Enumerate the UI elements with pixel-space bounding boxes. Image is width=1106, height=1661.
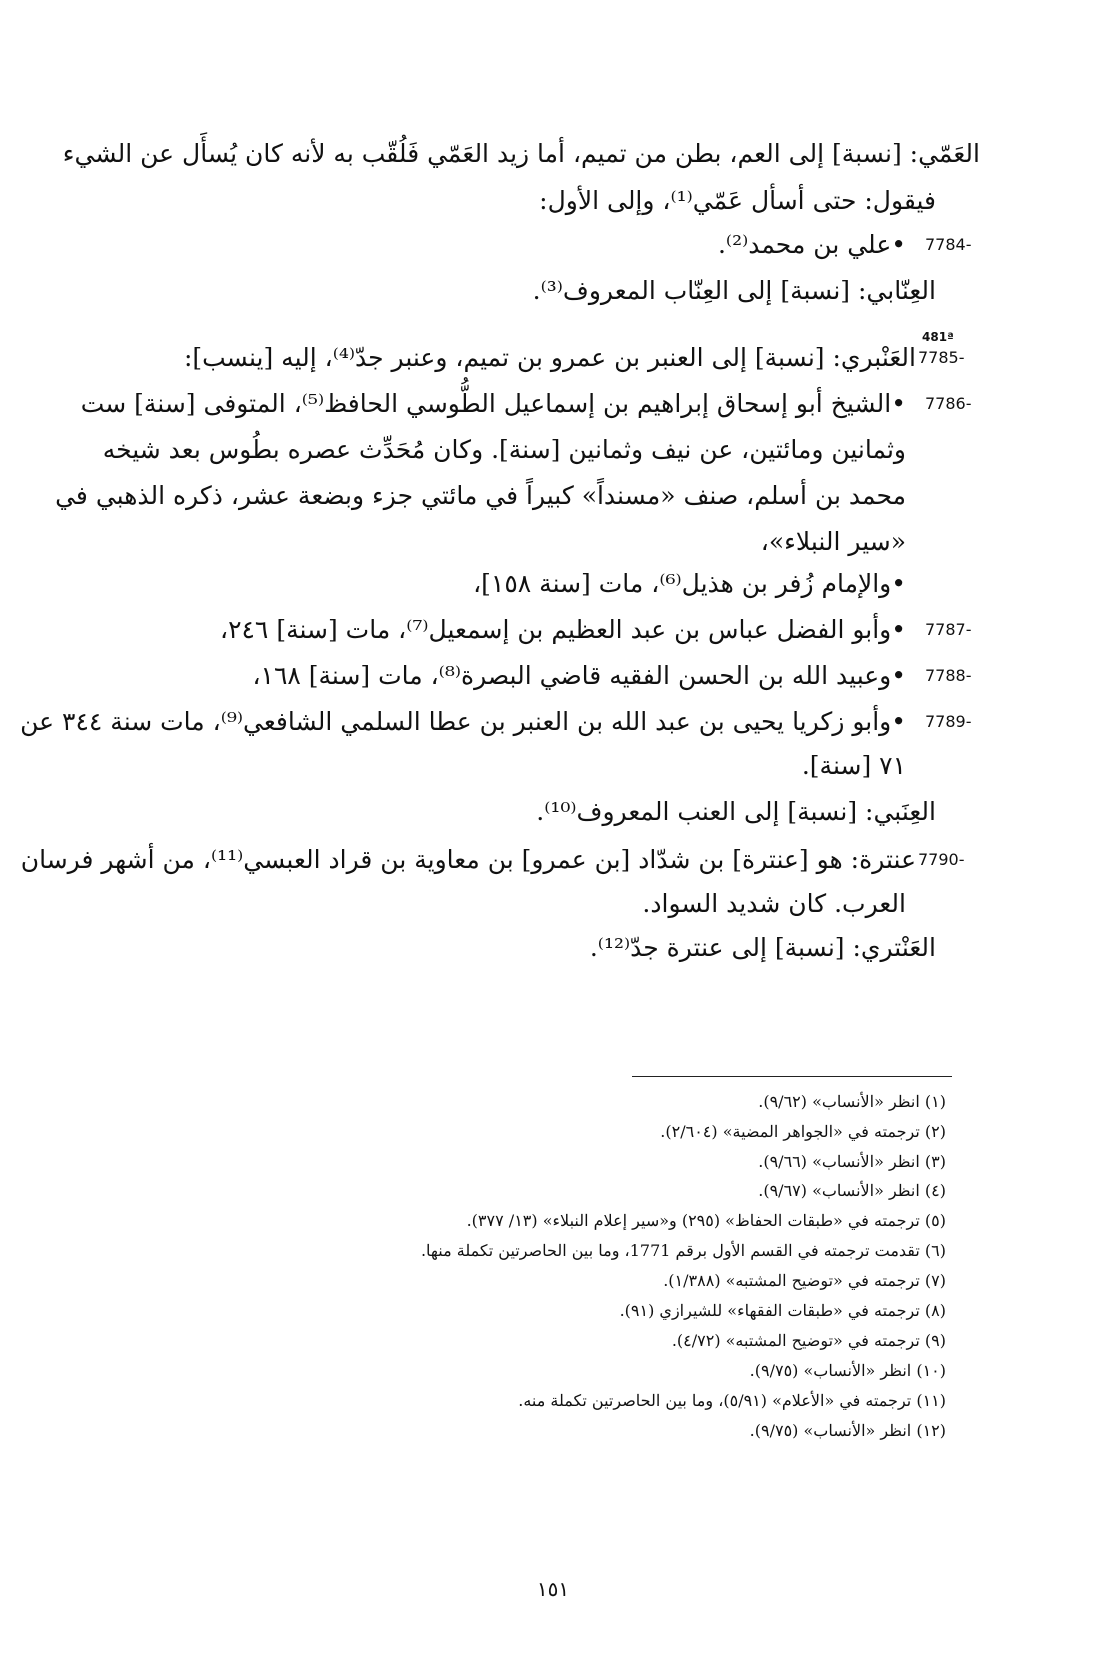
entry-line: العَنْبري: [نسبة] إلى العنبر بن عمرو بن تميم، وعنبر جدّ⁽⁴⁾، إليه [ينسب]: [183, 343, 916, 372]
footnote: (٨) ترجمته في «طبقات الفقهاء» للشيرازي (٩١). [619, 1301, 946, 1320]
entry-number: 7789- [925, 712, 972, 731]
entry-number: 7785- [918, 348, 965, 367]
footnote: (٦) تقدمت ترجمته في القسم الأول برقم 1771، وما بين الحاصرتين تكملة منها. [420, 1241, 946, 1260]
entry-number: 7787- [925, 620, 972, 639]
entry-line: •وأبو زكريا يحيى بن عبد الله بن العنبر بن عطا السلمي الشافعي⁽⁹⁾، مات سنة ٣٤٤ عن [20, 707, 906, 736]
entry-line: «سير النبلاء»، [760, 527, 906, 556]
entry-line: •وعبيد الله بن الحسن الفقيه قاضي البصرة⁽⁸⁾، مات [سنة] ١٦٨، [252, 661, 906, 690]
entry-line: •الشيخ أبو إسحاق إبراهيم بن إسماعيل الطُّوسي الحافظ⁽⁵⁾، المتوفى [سنة] ست [80, 389, 906, 418]
footnote-separator [632, 1076, 952, 1077]
entry-line: فيقول: حتى أسأل عَمّي⁽¹⁾، وإلى الأول: [539, 186, 936, 215]
entry-line: العَمّي: [نسبة] إلى العم، بطن من تميم، أما زيد العَمّي فَلُقّب به لأنه كان يُسأَل عن الشيء [62, 139, 980, 168]
entry-line: العِنَبي: [نسبة] إلى العنب المعروف⁽¹⁰⁾. [536, 797, 936, 826]
footnote: (٧) ترجمته في «توضيح المشتبه» (١/٣٨٨). [663, 1271, 946, 1290]
footnote: (٤) انظر «الأنساب» (٩/٦٧). [758, 1181, 946, 1200]
entry-number: 7786- [925, 394, 972, 413]
entry-line: عنترة: هو [عنترة] بن شدّاد [بن عمرو] بن معاوية بن قراد العبسي⁽¹¹⁾، من أشهر فرسان [20, 845, 916, 874]
entry-line: •علي بن محمد⁽²⁾. [717, 230, 906, 259]
entry-line: •وأبو الفضل عباس بن عبد العظيم بن إسمعيل⁽⁷⁾، مات [سنة] ٢٤٦، [220, 615, 906, 644]
entry-line: العرب. كان شديد السواد. [642, 889, 906, 918]
entry-number: 7790- [918, 850, 965, 869]
footnote: (١١) ترجمته في «الأعلام» (٥/٩١)، وما بين الحاصرتين تكملة منه. [518, 1391, 946, 1410]
page-number: ١٥١ [536, 1577, 570, 1601]
margin-mark: 481ª [922, 330, 954, 344]
footnote: (١٢) انظر «الأنساب» (٩/٧٥). [749, 1421, 946, 1440]
entry-line: ٧١ [سنة]. [801, 751, 906, 780]
entry-number: 7788- [925, 666, 972, 685]
footnote: (١٠) انظر «الأنساب» (٩/٧٥). [749, 1361, 946, 1380]
entry-line: محمد بن أسلم، صنف «مسنداً» كبيراً في مائتي جزء وبضعة عشر، ذكره الذهبي في [55, 481, 906, 510]
entry-line: العَنْتري: [نسبة] إلى عنترة جدّ⁽¹²⁾. [589, 933, 936, 962]
footnote: (٢) ترجمته في «الجواهر المضية» (٢/٦٠٤). [660, 1122, 946, 1141]
footnote: (٥) ترجمته في «طبقات الحفاظ» (٢٩٥) و«سير إعلام النبلاء» (١٣/ ٣٧٧). [466, 1211, 946, 1230]
entry-line: •والإمام زُفر بن هذيل⁽⁶⁾، مات [سنة ١٥٨]، [473, 569, 906, 598]
footnote: (٣) انظر «الأنساب» (٩/٦٦). [758, 1152, 946, 1171]
entry-line: وثمانين ومائتين، عن نيف وثمانين [سنة]. وكان مُحَدِّث عصره بطُوس بعد شيخه [102, 435, 906, 464]
entry-number: 7784- [925, 235, 972, 254]
footnote: (١) انظر «الأنساب» (٩/٦٢). [758, 1092, 946, 1111]
footnote: (٩) ترجمته في «توضيح المشتبه» (٤/٧٢). [671, 1331, 946, 1350]
entry-line: العِنّابي: [نسبة] إلى العِنّاب المعروف⁽³⁾. [532, 276, 936, 305]
